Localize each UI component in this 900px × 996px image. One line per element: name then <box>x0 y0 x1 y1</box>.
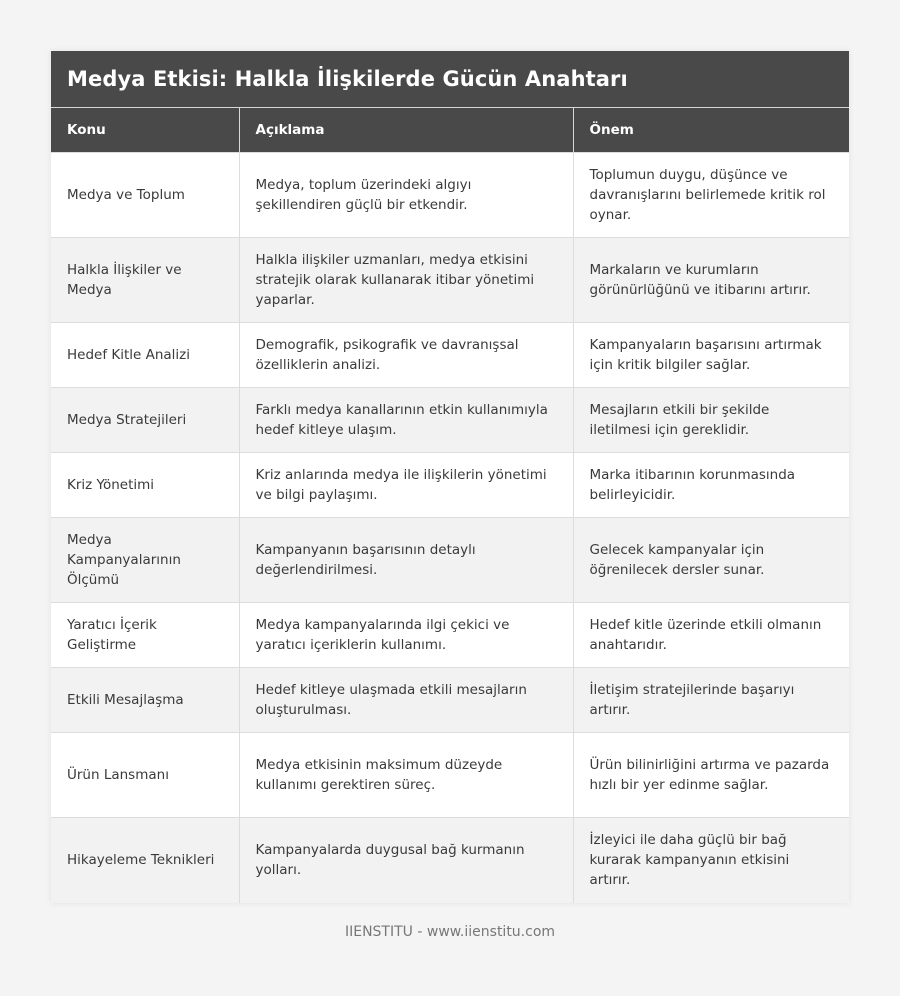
table-row <box>51 453 849 518</box>
cell-onem: Gelecek kampanyalar için öğrenilecek dersler sunar. <box>573 518 849 603</box>
cell-konu: Kriz Yönetimi <box>51 453 239 518</box>
cell-aciklama: Medya kampanyalarında ilgi çekici ve yaratıcı içeriklerin kullanımı. <box>239 603 573 668</box>
cell-aciklama: Kriz anlarında medya ile ilişkilerin yönetimi ve bilgi paylaşımı. <box>239 453 573 518</box>
page-title: Medya Etkisi: Halkla İlişkilerde Gücün Anahtarı <box>67 67 628 91</box>
data-table <box>51 108 849 903</box>
header-row <box>51 108 849 153</box>
footer-credit: IIENSTITU - www.iienstitu.com <box>344 924 556 940</box>
cell-aciklama: Hedef kitleye ulaşmada etkili mesajların oluşturulması. <box>239 668 573 733</box>
column-header-aciklama: Açıklama <box>239 108 573 153</box>
cell-konu: Ürün Lansmanı <box>51 733 239 818</box>
table-row <box>51 238 849 323</box>
cell-onem: Toplumun duygu, düşünce ve davranışlarını belirlemede kritik rol oynar. <box>573 153 849 238</box>
table-row <box>51 388 849 453</box>
cell-aciklama: Farklı medya kanallarının etkin kullanımıyla hedef kitleye ulaşım. <box>239 388 573 453</box>
cell-aciklama: Kampanyanın başarısının detaylı değerlendirilmesi. <box>239 518 573 603</box>
table-card <box>51 51 849 903</box>
table-row <box>51 603 849 668</box>
cell-onem: Mesajların etkili bir şekilde iletilmesi için gereklidir. <box>573 388 849 453</box>
cell-konu: Medya ve Toplum <box>51 153 239 238</box>
table-row <box>51 323 849 388</box>
cell-konu: Yaratıcı İçerik Geliştirme <box>51 603 239 668</box>
cell-konu: Hedef Kitle Analizi <box>51 323 239 388</box>
column-header-onem: Önem <box>573 108 849 153</box>
cell-onem: Kampanyaların başarısını artırmak için kritik bilgiler sağlar. <box>573 323 849 388</box>
cell-konu: Etkili Mesajlaşma <box>51 668 239 733</box>
table-row <box>51 733 849 818</box>
column-header-konu: Konu <box>51 108 239 153</box>
cell-aciklama: Medya, toplum üzerindeki algıyı şekillendiren güçlü bir etkendir. <box>239 153 573 238</box>
table-row <box>51 518 849 603</box>
cell-onem: Markaların ve kurumların görünürlüğünü ve itibarını artırır. <box>573 238 849 323</box>
cell-onem: Ürün bilinirliğini artırma ve pazarda hızlı bir yer edinme sağlar. <box>573 733 849 818</box>
cell-konu: Medya Stratejileri <box>51 388 239 453</box>
cell-onem: İzleyici ile daha güçlü bir bağ kurarak kampanyanın etkisini artırır. <box>573 818 849 903</box>
cell-onem: İletişim stratejilerinde başarıyı artırır. <box>573 668 849 733</box>
table-row <box>51 668 849 733</box>
cell-konu: Halkla İlişkiler ve Medya <box>51 238 239 323</box>
cell-onem: Hedef kitle üzerinde etkili olmanın anahtarıdır. <box>573 603 849 668</box>
title-bar <box>51 51 849 108</box>
cell-aciklama: Demografik, psikografik ve davranışsal özelliklerin analizi. <box>239 323 573 388</box>
cell-konu: Hikayeleme Teknikleri <box>51 818 239 903</box>
cell-aciklama: Halkla ilişkiler uzmanları, medya etkisini stratejik olarak kullanarak itibar yönetimi yaparlar. <box>239 238 573 323</box>
cell-aciklama: Kampanyalarda duygusal bağ kurmanın yolları. <box>239 818 573 903</box>
cell-onem: Marka itibarının korunmasında belirleyicidir. <box>573 453 849 518</box>
cell-aciklama: Medya etkisinin maksimum düzeyde kullanımı gerektiren süreç. <box>239 733 573 818</box>
table-row <box>51 818 849 903</box>
cell-konu: Medya Kampanyalarının Ölçümü <box>51 518 239 603</box>
table-row <box>51 153 849 238</box>
